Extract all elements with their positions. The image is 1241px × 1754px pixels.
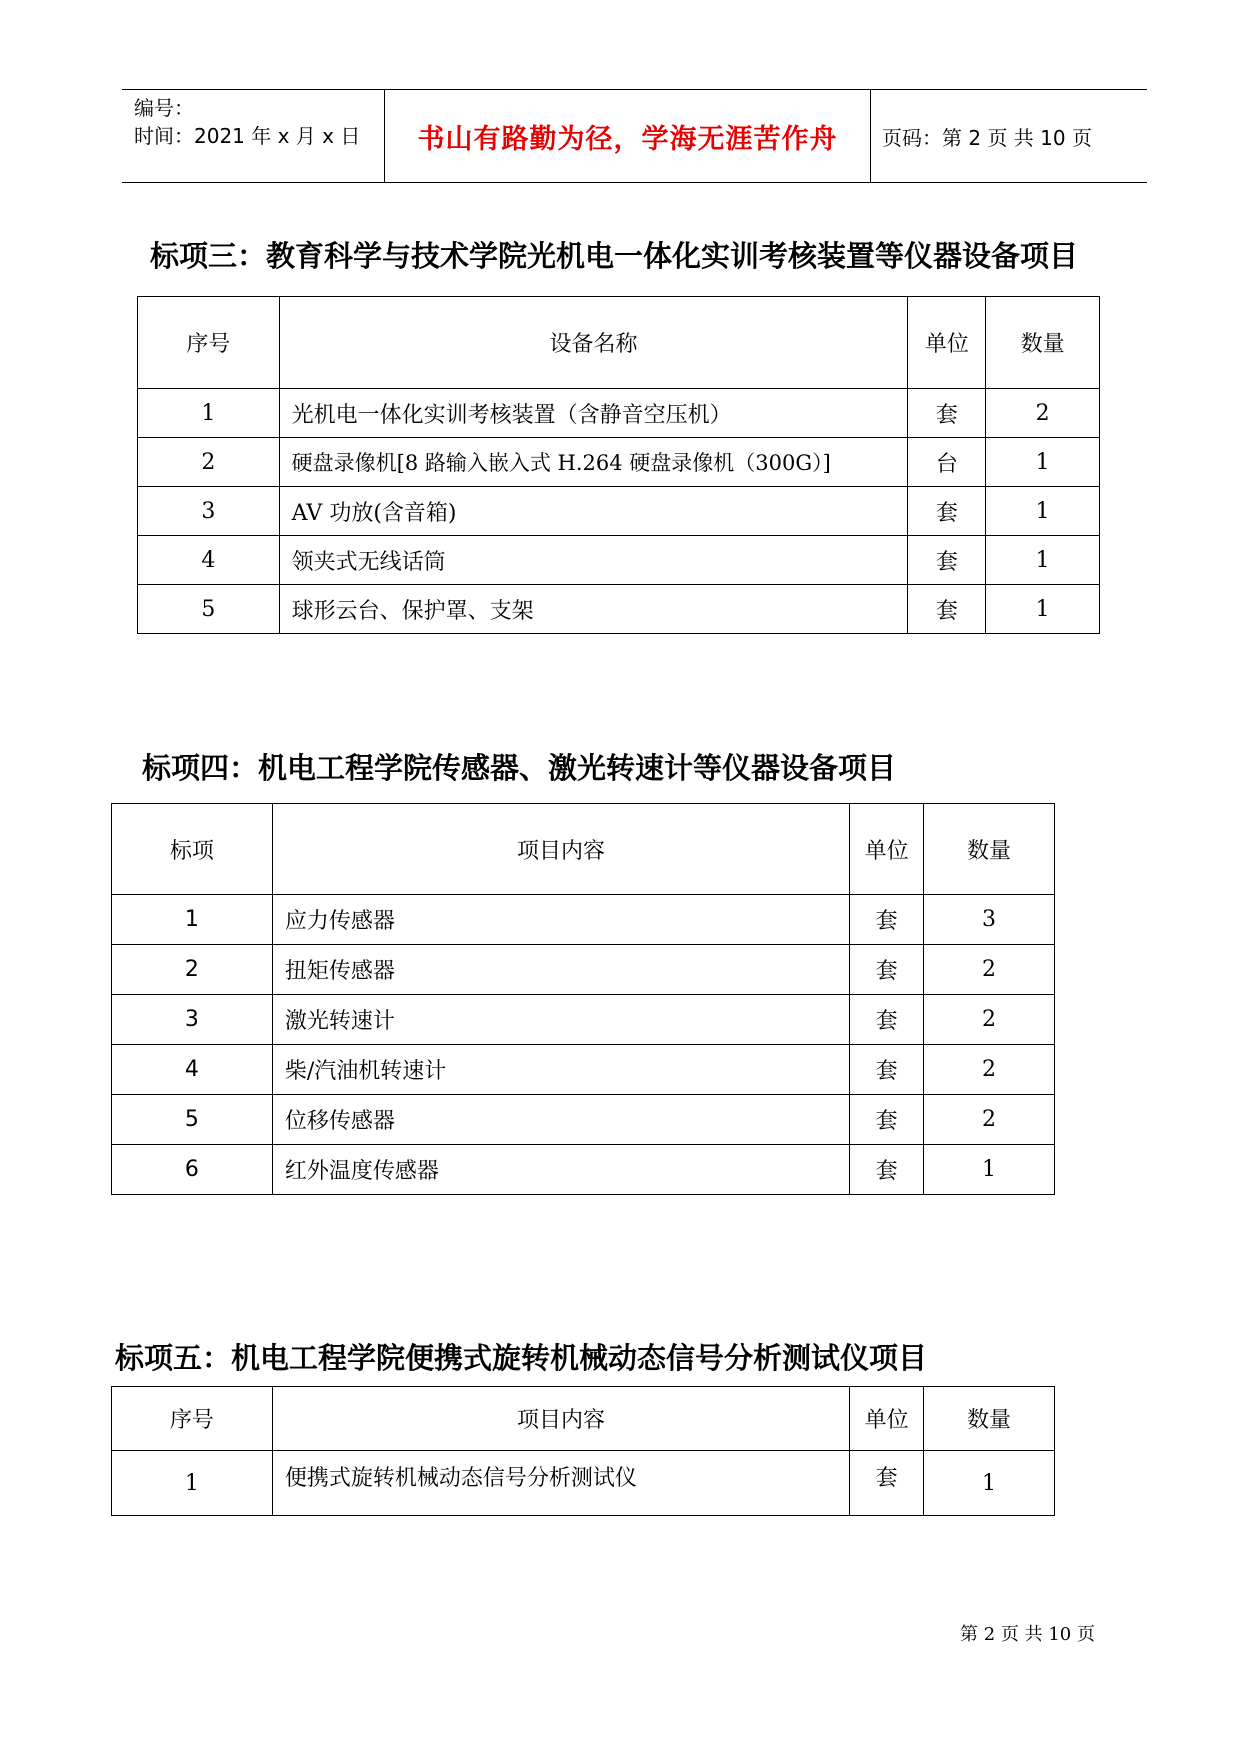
row-unit: 套 <box>908 389 986 438</box>
header-cell: 标项 <box>112 804 273 895</box>
header-cell: 数量 <box>924 1387 1055 1451</box>
header-cell: 序号 <box>138 297 280 389</box>
row-index: 1 <box>138 389 280 438</box>
table-row <box>112 1095 1055 1145</box>
row-index: 2 <box>112 945 273 995</box>
row-index: 3 <box>112 995 273 1045</box>
row-index: 1 <box>112 1451 273 1516</box>
row-quantity: 2 <box>924 945 1055 995</box>
table-header-row <box>112 804 1055 895</box>
header-cell: 序号 <box>112 1387 273 1451</box>
header-meta <box>122 90 384 182</box>
row-unit: 台 <box>908 438 986 487</box>
section5-title: 标项五：机电工程学院便携式旋转机械动态信号分析测试仪项目 <box>115 1341 928 1375</box>
header-cell: 设备名称 <box>279 297 908 389</box>
table-row <box>112 895 1055 945</box>
row-item: 红外温度传感器 <box>272 1145 849 1195</box>
section3-table <box>137 296 1100 634</box>
document-time-label: 时间：2021 年 x 月 x 日 <box>134 124 361 148</box>
page-footer: 第 2 页 共 10 页 <box>960 1624 1095 1645</box>
row-item: 领夹式无线话筒 <box>279 536 908 585</box>
row-unit: 套 <box>850 895 924 945</box>
page-header <box>122 89 1147 183</box>
row-quantity: 1 <box>924 1145 1055 1195</box>
row-item: 便携式旋转机械动态信号分析测试仪 <box>272 1451 849 1516</box>
header-cell: 单位 <box>908 297 986 389</box>
row-unit: 套 <box>850 1451 924 1516</box>
section4-table <box>111 803 1055 1195</box>
table-row <box>138 389 1100 438</box>
row-item: 应力传感器 <box>272 895 849 945</box>
section3-title: 标项三：教育科学与技术学院光机电一体化实训考核装置等仪器设备项目 <box>150 239 1079 273</box>
row-item: 柴/汽油机转速计 <box>272 1045 849 1095</box>
table-row <box>112 1045 1055 1095</box>
row-item: 硬盘录像机[8 路输入嵌入式 H.264 硬盘录像机（300G）] <box>279 438 908 487</box>
header-motto: 书山有路勤为径，学海无涯苦作舟 <box>417 123 838 155</box>
row-unit: 套 <box>850 945 924 995</box>
table-row <box>112 945 1055 995</box>
row-item: 光机电一体化实训考核装置（含静音空压机） <box>279 389 908 438</box>
row-unit: 套 <box>850 1145 924 1195</box>
header-cell: 项目内容 <box>272 1387 849 1451</box>
row-unit: 套 <box>850 1045 924 1095</box>
header-cell: 单位 <box>850 1387 924 1451</box>
section4-title: 标项四：机电工程学院传感器、激光转速计等仪器设备项目 <box>142 751 897 785</box>
table-row <box>138 438 1100 487</box>
row-index: 5 <box>112 1095 273 1145</box>
row-item: 扭矩传感器 <box>272 945 849 995</box>
row-index: 4 <box>112 1045 273 1095</box>
table-header-row <box>112 1387 1055 1451</box>
row-index: 6 <box>112 1145 273 1195</box>
row-quantity: 1 <box>924 1451 1055 1516</box>
row-unit: 套 <box>908 487 986 536</box>
table-row <box>138 487 1100 536</box>
row-item: 位移传感器 <box>272 1095 849 1145</box>
row-index: 1 <box>112 895 273 945</box>
row-unit: 套 <box>908 536 986 585</box>
row-quantity: 1 <box>986 487 1100 536</box>
header-cell: 单位 <box>850 804 924 895</box>
row-quantity: 1 <box>986 536 1100 585</box>
row-index: 2 <box>138 438 280 487</box>
row-quantity: 2 <box>924 1045 1055 1095</box>
row-item: AV 功放(含音箱) <box>279 487 908 536</box>
table-row <box>112 1145 1055 1195</box>
header-cell: 项目内容 <box>272 804 849 895</box>
row-quantity: 1 <box>986 585 1100 634</box>
row-index: 4 <box>138 536 280 585</box>
document-number-label: 编号： <box>134 96 194 120</box>
row-quantity: 1 <box>986 438 1100 487</box>
row-item: 球形云台、保护罩、支架 <box>279 585 908 634</box>
table-header-row <box>138 297 1100 389</box>
table-row <box>138 536 1100 585</box>
row-index: 5 <box>138 585 280 634</box>
row-index: 3 <box>138 487 280 536</box>
section5-table <box>111 1386 1055 1516</box>
header-page-cell <box>870 90 1147 182</box>
table-row <box>112 1451 1055 1516</box>
row-quantity: 3 <box>924 895 1055 945</box>
header-page-info: 页码：第 2 页 共 10 页 <box>882 125 1092 150</box>
row-item: 激光转速计 <box>272 995 849 1045</box>
table-row <box>112 995 1055 1045</box>
header-motto-cell <box>384 90 871 182</box>
header-cell: 数量 <box>924 804 1055 895</box>
table-row <box>138 585 1100 634</box>
row-unit: 套 <box>850 1095 924 1145</box>
row-quantity: 2 <box>924 1095 1055 1145</box>
row-unit: 套 <box>850 995 924 1045</box>
row-unit: 套 <box>908 585 986 634</box>
row-quantity: 2 <box>986 389 1100 438</box>
row-quantity: 2 <box>924 995 1055 1045</box>
header-cell: 数量 <box>986 297 1100 389</box>
